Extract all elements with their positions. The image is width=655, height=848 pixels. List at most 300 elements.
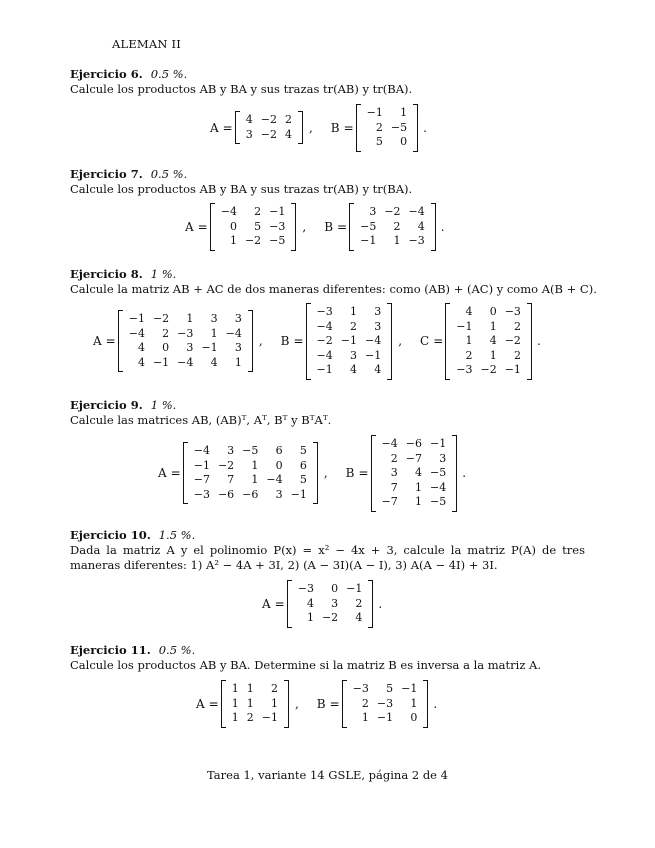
matrix-row <box>356 234 429 249</box>
left-bracket <box>371 435 376 512</box>
matrix-cell: −3 <box>297 582 314 595</box>
matrix-cell: −5 <box>429 495 447 508</box>
matrix-cell: −1 <box>401 682 418 695</box>
matrix-cell: 2 <box>254 205 262 218</box>
matrix-name: A <box>185 219 194 234</box>
matrix-cell: 3 <box>331 596 339 610</box>
matrix-cell: −2 <box>260 113 277 127</box>
matrix-row <box>363 121 411 136</box>
matrix-cell: 1 <box>414 495 422 508</box>
matrix-cell: −6 <box>405 437 422 450</box>
matrix-entries <box>313 305 386 378</box>
matrix-cell: −4 <box>381 437 398 450</box>
matrix-cell: 1 <box>251 458 259 472</box>
punctuation: , <box>308 120 313 135</box>
matrix-cell: 2 <box>465 348 473 362</box>
matrix-cell: 0 <box>331 582 339 595</box>
matrix-cell: 3 <box>234 312 242 326</box>
matrix-cell: 1 <box>270 696 278 710</box>
matrix-cell: 3 <box>186 341 194 355</box>
exercise-7 <box>70 167 590 197</box>
matrix-cell: −1 <box>128 312 145 326</box>
matrix-cell: −6 <box>242 487 259 501</box>
matrix-row <box>125 356 246 371</box>
matrix-row <box>452 305 525 320</box>
matrix-entries <box>217 205 290 249</box>
matrix-cell: 3 <box>369 205 377 218</box>
exercise-statement: Calcule la matriz AB + AC de dos maneras diferentes: como (AB) + (AC) y como A(B + C). <box>70 282 597 296</box>
exercise-6 <box>70 67 590 97</box>
exercise-10-matrices <box>262 580 382 628</box>
punctuation: . <box>378 596 383 611</box>
matrix-cell: −1 <box>201 341 218 355</box>
matrix-row <box>452 349 525 364</box>
matrix-cell: −3 <box>504 305 521 318</box>
matrix-entries <box>190 444 311 502</box>
matrix-cell: −4 <box>220 205 237 218</box>
matrix-cell: 3 <box>349 348 357 362</box>
matrix-cell: 7 <box>227 473 235 487</box>
exercise-weight: 0.5 %. <box>158 643 196 657</box>
matrix-cell: 1 <box>410 696 418 710</box>
equals-sign: = <box>170 466 181 481</box>
matrix-row <box>356 220 429 235</box>
equals-sign: = <box>293 334 304 349</box>
matrix-row <box>378 452 451 467</box>
matrix-row <box>452 320 525 335</box>
matrix-cell: −3 <box>193 487 210 501</box>
matrix-name: A <box>158 466 167 481</box>
matrix-cell: 1 <box>251 473 259 487</box>
matrix-row <box>190 459 311 474</box>
exercise-number: Ejercicio 8. <box>70 267 143 281</box>
matrix-cell: 2 <box>361 696 369 710</box>
matrix-cell: 6 <box>275 444 283 458</box>
matrix-cell: −6 <box>217 487 235 501</box>
matrix-cell: 5 <box>299 444 307 458</box>
matrix-entries <box>452 305 525 378</box>
matrix-row <box>313 363 386 378</box>
matrix-cell: 5 <box>299 473 307 487</box>
matrix-cell: −4 <box>408 205 425 218</box>
matrix-cell: 0 <box>162 341 170 355</box>
left-bracket <box>118 310 123 372</box>
matrix-cell: 1 <box>231 682 239 695</box>
exercise-weight: 0.5 %. <box>150 67 188 81</box>
exercise-11 <box>70 643 590 673</box>
matrix-name: A <box>262 596 271 611</box>
matrix-cell: 1 <box>400 106 408 119</box>
matrix-cell: 5 <box>375 135 383 148</box>
matrix-row <box>294 611 367 626</box>
matrix-a <box>235 111 303 144</box>
punctuation: , <box>294 696 299 711</box>
matrix-name: A <box>196 696 205 711</box>
matrix-cell: 3 <box>210 312 218 326</box>
matrix-cell: 4 <box>284 127 292 141</box>
matrix-cell: 1 <box>306 611 314 624</box>
matrix-row <box>125 327 246 342</box>
left-bracket <box>287 580 292 628</box>
exercise-title <box>70 267 590 282</box>
matrix-cell: −1 <box>261 711 278 724</box>
matrix-cell: 2 <box>513 319 521 333</box>
matrix-cell: −2 <box>260 127 277 141</box>
matrix-a <box>210 203 297 251</box>
exercise-title <box>70 528 590 543</box>
matrix-entries <box>349 682 422 726</box>
matrix-cell: −1 <box>376 711 394 724</box>
exercise-number: Ejercicio 11. <box>70 643 151 657</box>
matrix-cell: −1 <box>269 205 286 218</box>
matrix-b <box>342 680 429 728</box>
punctuation: , <box>323 466 328 481</box>
matrix-cell: 1 <box>361 711 369 724</box>
matrix-cell: −1 <box>290 487 307 501</box>
matrix-a <box>221 680 289 728</box>
matrix-row <box>217 220 290 235</box>
matrix-cell: 0 <box>489 305 497 318</box>
matrix-entries <box>363 106 411 150</box>
matrix-cell: −4 <box>128 326 145 340</box>
matrix-row <box>452 363 525 378</box>
right-bracket <box>413 104 418 152</box>
matrix-cell: 1 <box>210 326 218 340</box>
matrix-cell: −2 <box>480 363 497 376</box>
punctuation: . <box>433 696 438 711</box>
matrix-cell: −4 <box>316 348 333 362</box>
matrix-cell: 0 <box>400 135 408 148</box>
matrix-cell: −7 <box>193 473 210 487</box>
matrix-cell: −3 <box>408 234 425 247</box>
matrix-name: B <box>280 334 290 349</box>
matrix-cell: −5 <box>269 234 286 247</box>
exercise-11-matrices <box>196 680 437 728</box>
matrix-cell: 2 <box>375 120 383 134</box>
exercise-6-matrices <box>210 104 427 152</box>
equals-sign: = <box>358 466 369 481</box>
matrix-row <box>378 437 451 452</box>
left-bracket <box>235 111 240 144</box>
matrix-cell: −4 <box>364 334 382 347</box>
matrix-row <box>363 135 411 150</box>
matrix-b <box>349 203 436 251</box>
matrix-cell: 4 <box>245 113 253 127</box>
matrix-cell: −4 <box>316 319 333 333</box>
left-bracket <box>445 303 450 380</box>
matrix-cell: 3 <box>390 466 398 479</box>
matrix-cell: 1 <box>229 234 237 247</box>
matrix-cell: 0 <box>229 219 237 233</box>
matrix-cell: −5 <box>360 219 377 233</box>
matrix-cell: 3 <box>439 451 447 465</box>
punctuation: . <box>462 466 467 481</box>
right-bracket <box>431 203 436 251</box>
matrix-row <box>190 473 311 488</box>
punctuation: , <box>258 334 263 349</box>
right-bracket <box>298 111 303 144</box>
matrix-cell: 2 <box>513 348 521 362</box>
matrix-cell: 3 <box>374 319 382 333</box>
exercise-statement: Calcule los productos AB y BA y sus trazas tr(AB) y tr(BA). <box>70 182 413 196</box>
matrix-row <box>313 305 386 320</box>
matrix-cell: −3 <box>316 305 333 318</box>
matrix-cell: 4 <box>414 466 422 479</box>
matrix-a <box>287 580 374 628</box>
matrix-cell: 0 <box>410 711 418 724</box>
exercise-7-matrices <box>185 203 445 251</box>
matrix-row <box>294 582 367 597</box>
exercise-title <box>70 67 590 82</box>
matrix-row <box>313 334 386 349</box>
matrix-cell: −3 <box>376 696 394 710</box>
matrix-cell: 2 <box>349 319 357 333</box>
matrix-row <box>217 234 290 249</box>
matrix-row <box>349 697 422 712</box>
matrix-cell: 3 <box>227 444 235 458</box>
matrix-cell: 4 <box>137 341 145 355</box>
matrix-cell: 1 <box>489 319 497 333</box>
matrix-cell: −7 <box>381 495 398 508</box>
exercise-10 <box>70 528 590 573</box>
matrix-cell: 2 <box>270 682 278 695</box>
matrix-cell: −2 <box>316 334 333 347</box>
matrix-cell: −4 <box>225 326 242 340</box>
equals-sign: = <box>274 596 285 611</box>
exercise-number: Ejercicio 9. <box>70 398 143 412</box>
left-bracket <box>356 104 361 152</box>
page-header: ALEMAN II <box>112 37 182 51</box>
matrix-cell: 2 <box>246 711 254 724</box>
matrix-cell: 1 <box>393 234 401 247</box>
left-bracket <box>306 303 311 380</box>
matrix-cell: 2 <box>390 451 398 465</box>
right-bracket <box>423 680 428 728</box>
matrix-cell: 3 <box>275 487 283 501</box>
matrix-cell: −1 <box>340 334 357 347</box>
matrix-row <box>228 711 282 726</box>
matrix-cell: 4 <box>306 596 314 610</box>
equals-sign: = <box>329 696 340 711</box>
exercise-statement: Calcule los productos AB y BA y sus trazas tr(AB) y tr(BA). <box>70 82 413 96</box>
right-bracket <box>313 442 318 504</box>
matrix-cell: 6 <box>299 458 307 472</box>
matrix-cell: 2 <box>393 219 401 233</box>
page-footer: Tarea 1, variante 14 GSLE, página 2 de 4 <box>207 768 448 782</box>
punctuation: . <box>423 120 427 135</box>
matrix-cell: 4 <box>417 219 425 233</box>
right-bracket <box>368 580 373 628</box>
matrix-cell: 4 <box>355 611 363 624</box>
matrix-cell: −1 <box>366 106 383 119</box>
right-bracket <box>291 203 296 251</box>
matrix-row <box>190 444 311 459</box>
punctuation: , <box>302 219 307 234</box>
exercise-8-matrices <box>93 303 541 380</box>
matrix-b <box>306 303 393 380</box>
right-bracket <box>527 303 532 380</box>
matrix-cell: 5 <box>386 682 394 695</box>
matrix-cell: −2 <box>152 312 170 326</box>
exercise-9-matrices <box>158 435 466 512</box>
matrix-row <box>378 495 451 510</box>
matrix-cell: −3 <box>177 326 194 340</box>
matrix-cell: 1 <box>186 312 194 326</box>
matrix-row <box>349 711 422 726</box>
matrix-cell: −2 <box>217 458 235 472</box>
exercise-statement: Calcule los productos AB y BA. Determine si la matriz B es inversa a la matriz A. <box>70 658 542 672</box>
matrix-cell: −1 <box>360 234 377 247</box>
matrix-cell: −4 <box>193 444 210 458</box>
matrix-cell: 3 <box>245 127 253 141</box>
exercise-title <box>70 643 590 658</box>
exercise-8 <box>70 267 597 297</box>
matrix-name: B <box>316 696 326 711</box>
matrix-cell: −1 <box>364 348 382 362</box>
matrix-row <box>228 682 282 697</box>
exercise-number: Ejercicio 6. <box>70 67 143 81</box>
matrix-row <box>125 341 246 356</box>
matrix-cell: −2 <box>321 611 339 624</box>
matrix-cell: 3 <box>374 305 382 318</box>
matrix-name: B <box>330 120 340 135</box>
left-bracket <box>342 680 347 728</box>
matrix-cell: −5 <box>429 466 447 479</box>
equals-sign: = <box>105 334 116 349</box>
exercise-weight: 1 %. <box>150 267 177 281</box>
matrix-entries <box>242 113 296 142</box>
exercise-title <box>70 167 590 182</box>
matrix-cell: −3 <box>352 682 369 695</box>
left-bracket <box>349 203 354 251</box>
left-bracket <box>210 203 215 251</box>
matrix-cell: −1 <box>152 355 170 369</box>
matrix-cell: 1 <box>246 682 254 695</box>
matrix-cell: 4 <box>489 334 497 347</box>
matrix-row <box>190 488 311 503</box>
matrix-cell: −4 <box>429 480 447 494</box>
equals-sign: = <box>337 219 348 234</box>
matrix-entries <box>125 312 246 370</box>
matrix-entries <box>294 582 367 626</box>
matrix-cell: 2 <box>355 596 363 610</box>
matrix-cell: 5 <box>254 219 262 233</box>
equals-sign: = <box>197 219 208 234</box>
matrix-name: A <box>210 120 219 135</box>
matrix-name: B <box>345 466 355 481</box>
matrix-row <box>242 128 296 143</box>
matrix-cell: 4 <box>137 355 145 369</box>
equals-sign: = <box>208 696 219 711</box>
matrix-row <box>228 697 282 712</box>
matrix-name: A <box>93 334 102 349</box>
left-bracket <box>183 442 188 504</box>
matrix-row <box>313 320 386 335</box>
matrix-cell: 7 <box>390 480 398 494</box>
matrix-row <box>378 481 451 496</box>
matrix-row <box>378 466 451 481</box>
matrix-c <box>445 303 532 380</box>
matrix-cell: −4 <box>177 355 194 369</box>
punctuation: , <box>398 334 403 349</box>
left-bracket <box>221 680 226 728</box>
matrix-cell: 4 <box>374 363 382 376</box>
matrix-cell: 2 <box>284 113 292 127</box>
matrix-cell: −2 <box>244 234 262 247</box>
matrix-cell: 2 <box>162 326 170 340</box>
matrix-cell: −4 <box>266 473 283 487</box>
matrix-cell: 1 <box>465 334 473 347</box>
matrix-cell: −7 <box>405 451 422 465</box>
matrix-row <box>294 597 367 612</box>
matrix-b <box>371 435 458 512</box>
matrix-cell: 0 <box>275 458 283 472</box>
right-bracket <box>387 303 392 380</box>
equals-sign: = <box>433 334 444 349</box>
matrix-row <box>363 106 411 121</box>
matrix-cell: −1 <box>193 458 210 472</box>
matrix-entries <box>378 437 451 510</box>
matrix-cell: 4 <box>349 363 357 376</box>
matrix-a <box>183 442 318 504</box>
exercise-weight: 1 %. <box>150 398 177 412</box>
right-bracket <box>452 435 457 512</box>
matrix-cell: −1 <box>346 582 363 595</box>
matrix-entries <box>356 205 429 249</box>
exercise-weight: 0.5 %. <box>150 167 188 181</box>
exercise-weight: 1.5 %. <box>158 528 196 542</box>
matrix-a <box>118 310 253 372</box>
matrix-cell: −2 <box>504 334 521 347</box>
matrix-row <box>452 334 525 349</box>
matrix-row <box>313 349 386 364</box>
exercise-title <box>70 398 590 413</box>
exercise-9 <box>70 398 590 428</box>
matrix-cell: 1 <box>231 711 239 724</box>
punctuation: . <box>536 334 541 349</box>
matrix-cell: 3 <box>234 341 242 355</box>
matrix-name: C <box>420 334 430 349</box>
matrix-cell: 4 <box>465 305 473 318</box>
matrix-cell: 1 <box>234 355 242 369</box>
matrix-cell: −5 <box>242 444 259 458</box>
exercise-statement: Dada la matriz A y el polinomio P(x) = x² − 4x + 3, calcule la matriz P(A) de tres maneras diferentes: 1) A² − 4A + 3I, 2) (A − 3I)(A − I), 3) A(A − 4I) + 3I. <box>70 543 585 572</box>
right-bracket <box>248 310 253 372</box>
matrix-cell: −3 <box>269 219 286 233</box>
matrix-b <box>356 104 418 152</box>
matrix-cell: −1 <box>456 319 473 333</box>
matrix-cell: 1 <box>414 480 422 494</box>
exercise-number: Ejercicio 10. <box>70 528 151 542</box>
matrix-cell: 1 <box>489 348 497 362</box>
matrix-entries <box>228 682 282 726</box>
matrix-cell: 1 <box>349 305 357 318</box>
matrix-cell: −2 <box>384 205 401 218</box>
matrix-row <box>349 682 422 697</box>
matrix-name: B <box>324 219 334 234</box>
exercise-number: Ejercicio 7. <box>70 167 143 181</box>
matrix-cell: −5 <box>390 120 408 134</box>
punctuation: . <box>440 219 445 234</box>
matrix-row <box>217 205 290 220</box>
right-bracket <box>284 680 289 728</box>
matrix-cell: −3 <box>456 363 473 376</box>
matrix-cell: −1 <box>504 363 521 376</box>
matrix-cell: −1 <box>429 437 447 450</box>
equals-sign: = <box>222 120 233 135</box>
exercise-statement: Calcule las matrices AB, (AB)ᵀ, Aᵀ, Bᵀ y BᵀAᵀ. <box>70 413 332 427</box>
equals-sign: = <box>343 120 354 135</box>
